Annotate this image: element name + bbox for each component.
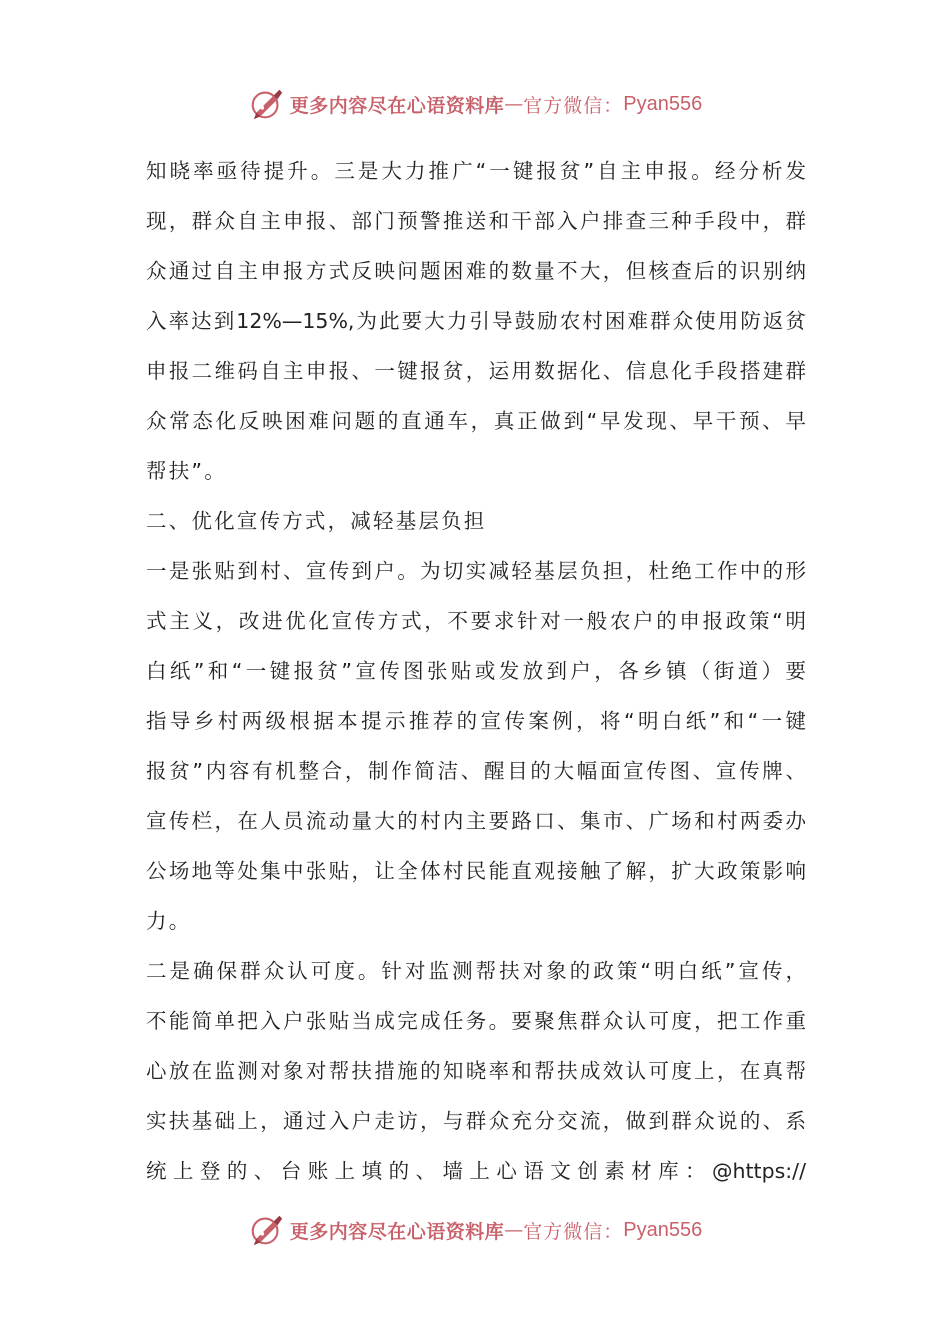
body-line: 白纸”和“一键报贫”宣传图张贴或发放到户，各乡镇（街道）要: [146, 659, 806, 683]
section-heading: 二、优化宣传方式，减轻基层负担: [146, 509, 487, 533]
body-line: 众常态化反映困难问题的直通车，真正做到“早发现、早干预、早: [146, 409, 806, 433]
body-line: 申报二维码自主申报、一键报贫，运用数据化、信息化手段搭建群: [146, 359, 806, 383]
body-line: 宣传栏，在人员流动量大的村内主要路口、集市、广场和村两委办: [146, 809, 806, 833]
body-line: 公场地等处集中张贴，让全体村民能直观接触了解，扩大政策影响: [146, 859, 806, 883]
header-brand-text: 更多内容尽在心语资料库: [289, 94, 505, 117]
footer-dash: —: [504, 1219, 524, 1241]
body-line: 二是确保群众认可度。针对监测帮扶对象的政策“明白纸”宣传，: [146, 959, 806, 983]
document-body: [146, 146, 806, 1196]
body-line: 一是张贴到村、宣传到户。为切实减轻基层负担，杜绝工作中的形: [146, 559, 806, 583]
footer-wechat-label: 官方微信：: [523, 1220, 624, 1243]
header-wechat-label: 官方微信：: [523, 94, 624, 117]
body-line: 入率达到12%—15%,为此要大力引导鼓励农村困难群众使用防返贫: [146, 309, 806, 333]
footer-brand-text: 更多内容尽在心语资料库: [289, 1220, 505, 1243]
footer-wechat-id: Pyan556: [623, 1218, 703, 1241]
header-wechat-id: Pyan556: [623, 92, 703, 115]
body-line: 统上登的、台账上填的、墙上心语文创素材库：@https://: [146, 1159, 806, 1183]
body-line: 力。: [146, 909, 192, 933]
body-line: 式主义，改进优化宣传方式，不要求针对一般农户的申报政策“明: [146, 609, 806, 633]
body-line: 现，群众自主申报、部门预警推送和干部入户排查三种手段中，群: [146, 209, 806, 233]
header-dash: —: [504, 93, 524, 115]
body-line: 帮扶”。: [146, 459, 227, 483]
body-line: 心放在监测对象对帮扶措施的知晓率和帮扶成效认可度上，在真帮: [146, 1059, 806, 1083]
header-banner: [0, 82, 950, 126]
body-line: 指导乡村两级根据本提示推荐的宣传案例，将“明白纸”和“一键: [146, 709, 806, 733]
body-line: 不能简单把入户张贴当成完成任务。要聚焦群众认可度，把工作重: [146, 1009, 806, 1033]
body-line: 实扶基础上，通过入户走访，与群众充分交流，做到群众说的、系: [146, 1109, 806, 1133]
body-line: 众通过自主申报方式反映问题困难的数量不大，但核查后的识别纳: [146, 259, 806, 283]
footer-banner: [0, 1208, 950, 1252]
header-banner-inner: [248, 85, 703, 123]
body-line: 知晓率亟待提升。三是大力推广“一键报贫”自主申报。经分析发: [146, 159, 806, 183]
pen-logo-icon: [248, 1211, 286, 1249]
body-line: 报贫”内容有机整合，制作简洁、醒目的大幅面宣传图、宣传牌、: [146, 759, 806, 783]
pen-logo-icon: [248, 85, 286, 123]
footer-banner-inner: [248, 1211, 703, 1249]
